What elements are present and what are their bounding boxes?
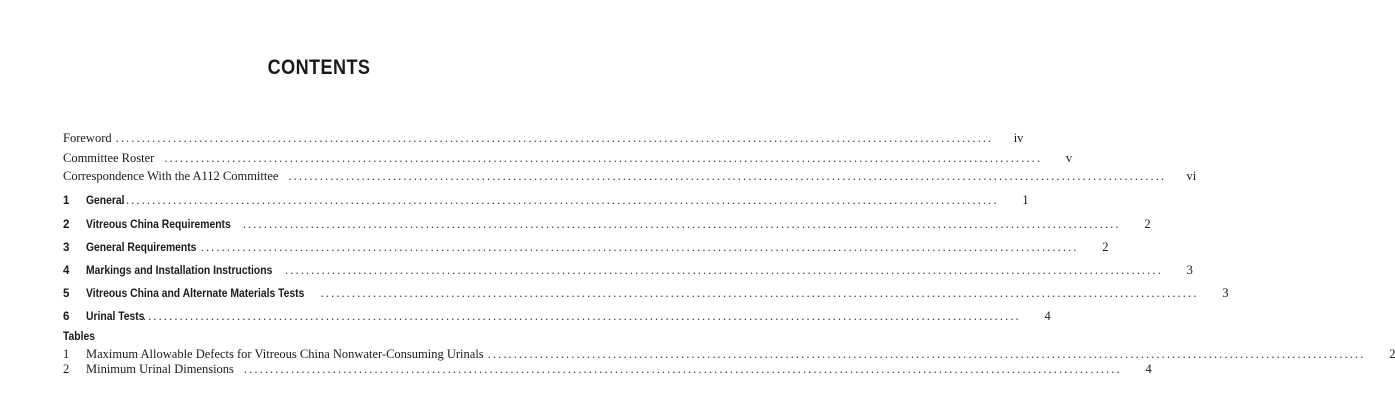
toc-section-label: Vitreous China and Alternate Materials Tests xyxy=(86,288,305,300)
toc-section-3[interactable] xyxy=(63,239,1109,255)
toc-entry-label: Committee Roster xyxy=(63,151,155,165)
toc-section-label: Urinal Tests xyxy=(86,311,145,323)
dot-leader: ........................................................................................................................................................................ xyxy=(120,193,999,207)
toc-section-number: 5 xyxy=(63,288,70,300)
dot-leader: ........................................................................................................................................................................ xyxy=(243,362,1122,376)
dot-leader: ........................................................................................................................................................................ xyxy=(285,263,1163,277)
toc-table-label: Maximum Allowable Defects for Vitreous China Nonwater-Consuming Urinals xyxy=(86,347,484,361)
toc-section-6[interactable] xyxy=(63,308,1051,324)
toc-table-number: 1 xyxy=(63,347,70,361)
dot-leader: ........................................................................................................................................................................ xyxy=(487,347,1366,361)
dot-leader: ........................................................................................................................................................................ xyxy=(142,309,1021,323)
toc-section-label: General Requirements xyxy=(86,242,197,254)
toc-section-number: 1 xyxy=(63,195,70,207)
toc-section-page: 2 xyxy=(1144,217,1151,231)
page-title: CONTENTS xyxy=(267,56,371,79)
toc-table-page: 2 xyxy=(1389,347,1395,361)
dot-leader: ........................................................................................................................................................................ xyxy=(164,151,1043,165)
toc-entry-committee-roster[interactable] xyxy=(63,150,1073,166)
toc-table-number: 2 xyxy=(63,362,70,376)
dot-leader: ........................................................................................................................................................................ xyxy=(288,169,1167,183)
toc-section-page: 1 xyxy=(1022,193,1029,207)
toc-section-label: Markings and Installation Instructions xyxy=(86,265,273,277)
toc-section-5[interactable] xyxy=(63,285,1229,301)
dot-leader: ........................................................................................................................................................................ xyxy=(242,217,1121,231)
toc-section-page: 3 xyxy=(1186,263,1193,277)
toc-section-number: 6 xyxy=(63,311,70,323)
toc-section-page: 3 xyxy=(1222,286,1229,300)
toc-table-page: 4 xyxy=(1145,362,1152,376)
toc-entry-label: Correspondence With the A112 Committee xyxy=(63,169,279,183)
toc-section-4[interactable] xyxy=(63,262,1193,278)
toc-section-number: 3 xyxy=(63,242,70,254)
toc-table-2[interactable] xyxy=(63,361,1152,377)
toc-section-label: General xyxy=(86,195,125,207)
dot-leader: ........................................................................................................................................................................ xyxy=(115,131,994,145)
toc-entry-page: vi xyxy=(1186,169,1197,183)
dot-leader: ........................................................................................................................................................................ xyxy=(320,286,1199,300)
toc-section-number: 4 xyxy=(63,265,70,277)
toc-section-number: 2 xyxy=(63,219,70,231)
toc-section-1[interactable] xyxy=(63,192,1029,208)
toc-table-1[interactable] xyxy=(63,346,1395,362)
tables-heading: Tables xyxy=(63,331,96,343)
toc-table-label: Minimum Urinal Dimensions xyxy=(86,362,234,376)
toc-section-page: 2 xyxy=(1102,240,1109,254)
toc-entry-correspondence[interactable] xyxy=(63,168,1197,184)
toc-entry-foreword[interactable] xyxy=(63,130,1024,146)
toc-section-label: Vitreous China Requirements xyxy=(86,219,231,231)
dot-leader: ........................................................................................................................................................................ xyxy=(200,240,1079,254)
toc-section-2[interactable] xyxy=(63,216,1151,232)
toc-entry-label: Foreword xyxy=(63,131,112,145)
toc-section-page: 4 xyxy=(1044,309,1051,323)
toc-entry-page: v xyxy=(1065,151,1073,165)
toc-entry-page: iv xyxy=(1013,131,1024,145)
